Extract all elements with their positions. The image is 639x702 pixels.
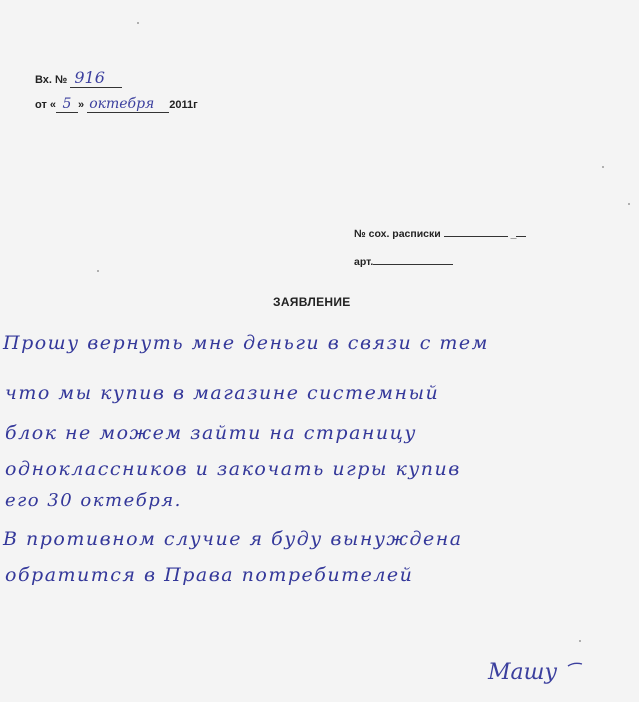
art-field [373,264,453,265]
document-title: ЗАЯВЛЕНИЕ [273,295,351,309]
incoming-number-field [70,68,122,88]
body-line: его 30 октебря. [5,490,182,511]
signature: Машу [488,660,558,685]
body-line: одноклассников и закочать игры купив [5,458,461,480]
date-mid: » [78,99,85,111]
receipt-number-label: № сох. расписки [354,228,441,240]
scan-speck [97,270,99,272]
body-line: что мы купив в магазине системный [5,382,440,404]
receipt-number-suffix-line [516,236,526,237]
receipt-number-field [444,236,508,237]
receipt-number-suffix: _ [510,228,517,240]
date-month-value: октебря [89,96,155,112]
body-line: Прошу вернуть мне деньги в связи с тем [3,332,489,354]
date-prefix: от « [35,99,57,111]
date-day-value: 5 [62,96,72,112]
art-row [354,256,453,268]
body-line: обратится в Права потребителей [5,564,414,586]
signature-flourish-icon [566,660,586,670]
scan-speck [628,203,630,205]
scan-speck [579,640,581,642]
date-row [35,96,198,113]
incoming-number-label: Вх. № [35,74,68,86]
incoming-number-value: 916 [74,68,105,87]
incoming-number-row [35,68,122,88]
receipt-number-row [354,228,526,240]
body-line: В противном случие я буду вынуждена [3,528,463,550]
scan-speck [602,166,604,168]
date-day-field [56,96,78,113]
scan-speck [137,22,139,24]
art-label: арт. [354,256,374,268]
date-month-field [87,96,169,113]
body-line: блок не можем зайти на страницу [5,422,417,444]
date-year: 2011г [169,99,198,111]
